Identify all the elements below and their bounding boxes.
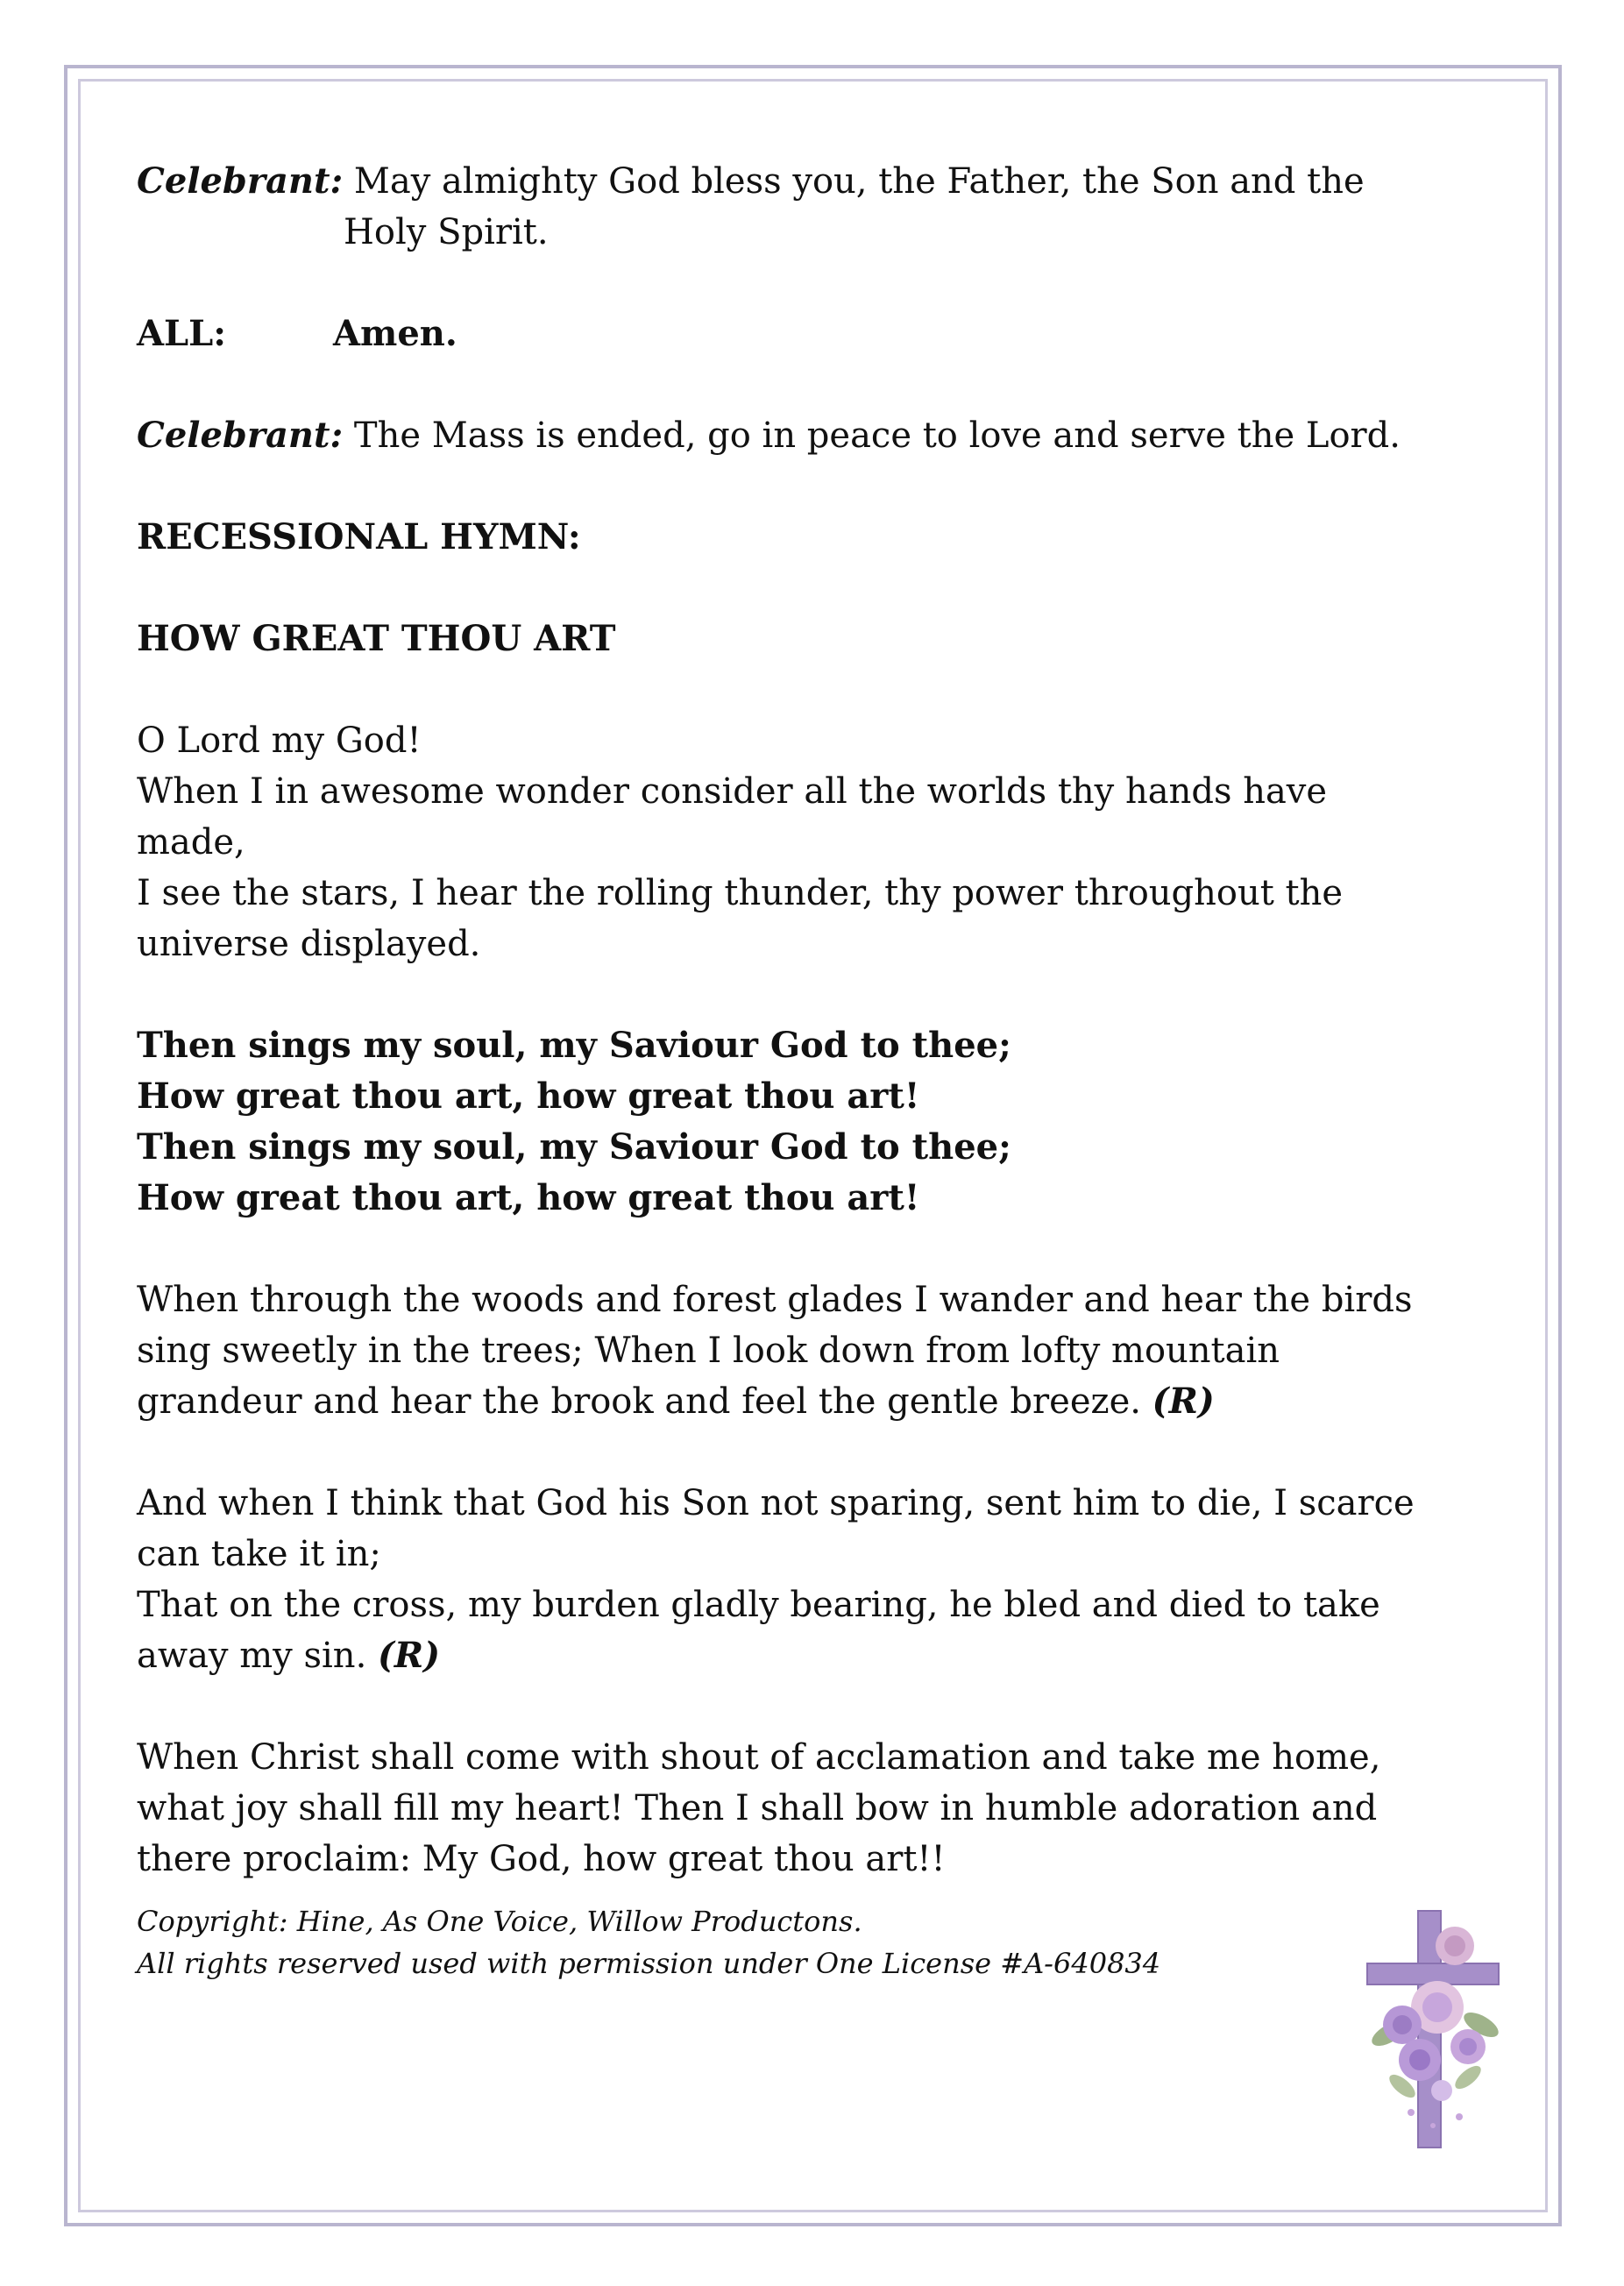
verse-line: And when I think that God his Son not sparing, sent him to die, I scarce — [137, 1483, 1415, 1523]
refrain-line: How great thou art, how great thou art! — [137, 1076, 920, 1117]
celebrant-blessing-line2: Holy Spirit. — [344, 212, 549, 252]
verse-line: O Lord my God! — [137, 721, 422, 761]
celebrant-label: Celebrant: — [137, 415, 344, 456]
copyright-line2: All rights reserved used with permission under One License #A-640834 — [137, 1947, 1161, 1980]
verse-line: That on the cross, my burden gladly bearing, he bled and died to take — [137, 1585, 1380, 1625]
celebrant-blessing-text: May almighty God bless you, the Father, the Son and the — [343, 161, 1365, 202]
verse-line: there proclaim: My God, how great thou art!! — [137, 1839, 946, 1879]
document-body — [137, 156, 1486, 1984]
verse-line-text: grandeur and hear the brook and feel the gentle breeze. — [137, 1381, 1152, 1422]
refrain-line: Then sings my soul, my Saviour God to thee; — [137, 1126, 1011, 1168]
hymn-title: HOW GREAT THOU ART — [137, 618, 616, 659]
verse-line: When I in awesome wonder consider all the worlds thy hands have — [137, 771, 1328, 812]
verse-line — [137, 1376, 1486, 1427]
copyright-notice — [137, 1900, 1486, 1984]
verse-line: universe displayed. — [137, 924, 481, 964]
celebrant-blessing-line1 — [137, 156, 1486, 207]
all-response-text: Amen. — [333, 313, 457, 354]
verse-2 — [137, 1274, 1486, 1427]
cross-icon — [1350, 1902, 1525, 2165]
verse-line: sing sweetly in the trees; When I look down from lofty mountain — [137, 1331, 1280, 1371]
verse-line: When Christ shall come with shout of acclamation and take me home, — [137, 1737, 1381, 1778]
verse-4 — [137, 1732, 1486, 1885]
verse-line: can take it in; — [137, 1534, 381, 1574]
verse-line — [137, 1630, 1486, 1681]
recessional-heading: RECESSIONAL HYMN: — [137, 516, 581, 557]
verse-line: made, — [137, 822, 245, 863]
all-response — [137, 309, 1486, 359]
all-label: ALL: — [137, 313, 227, 354]
copyright-line1: Copyright: Hine, As One Voice, Willow Productons. — [137, 1905, 862, 1938]
verse-line: what joy shall fill my heart! Then I shall bow in humble adoration and — [137, 1788, 1378, 1828]
verse-line: I see the stars, I hear the rolling thunder, thy power throughout the — [137, 873, 1344, 913]
verse-1 — [137, 715, 1486, 969]
refrain-line: Then sings my soul, my Saviour God to thee; — [137, 1025, 1011, 1066]
celebrant-dismissal-text: The Mass is ended, go in peace to love and serve the Lord. — [343, 415, 1401, 456]
verse-line: When through the woods and forest glades I wander and hear the birds — [137, 1280, 1413, 1320]
celebrant-label: Celebrant: — [137, 160, 344, 202]
refrain-marker: (R) — [378, 1635, 441, 1676]
celebrant-dismissal — [137, 410, 1486, 461]
verse-line-text: away my sin. — [137, 1636, 378, 1676]
refrain-line: How great thou art, how great thou art! — [137, 1177, 920, 1218]
verse-3 — [137, 1478, 1486, 1681]
refrain-marker: (R) — [1152, 1381, 1215, 1422]
cross-with-roses-image — [1350, 1902, 1525, 2165]
refrain — [137, 1020, 1486, 1224]
